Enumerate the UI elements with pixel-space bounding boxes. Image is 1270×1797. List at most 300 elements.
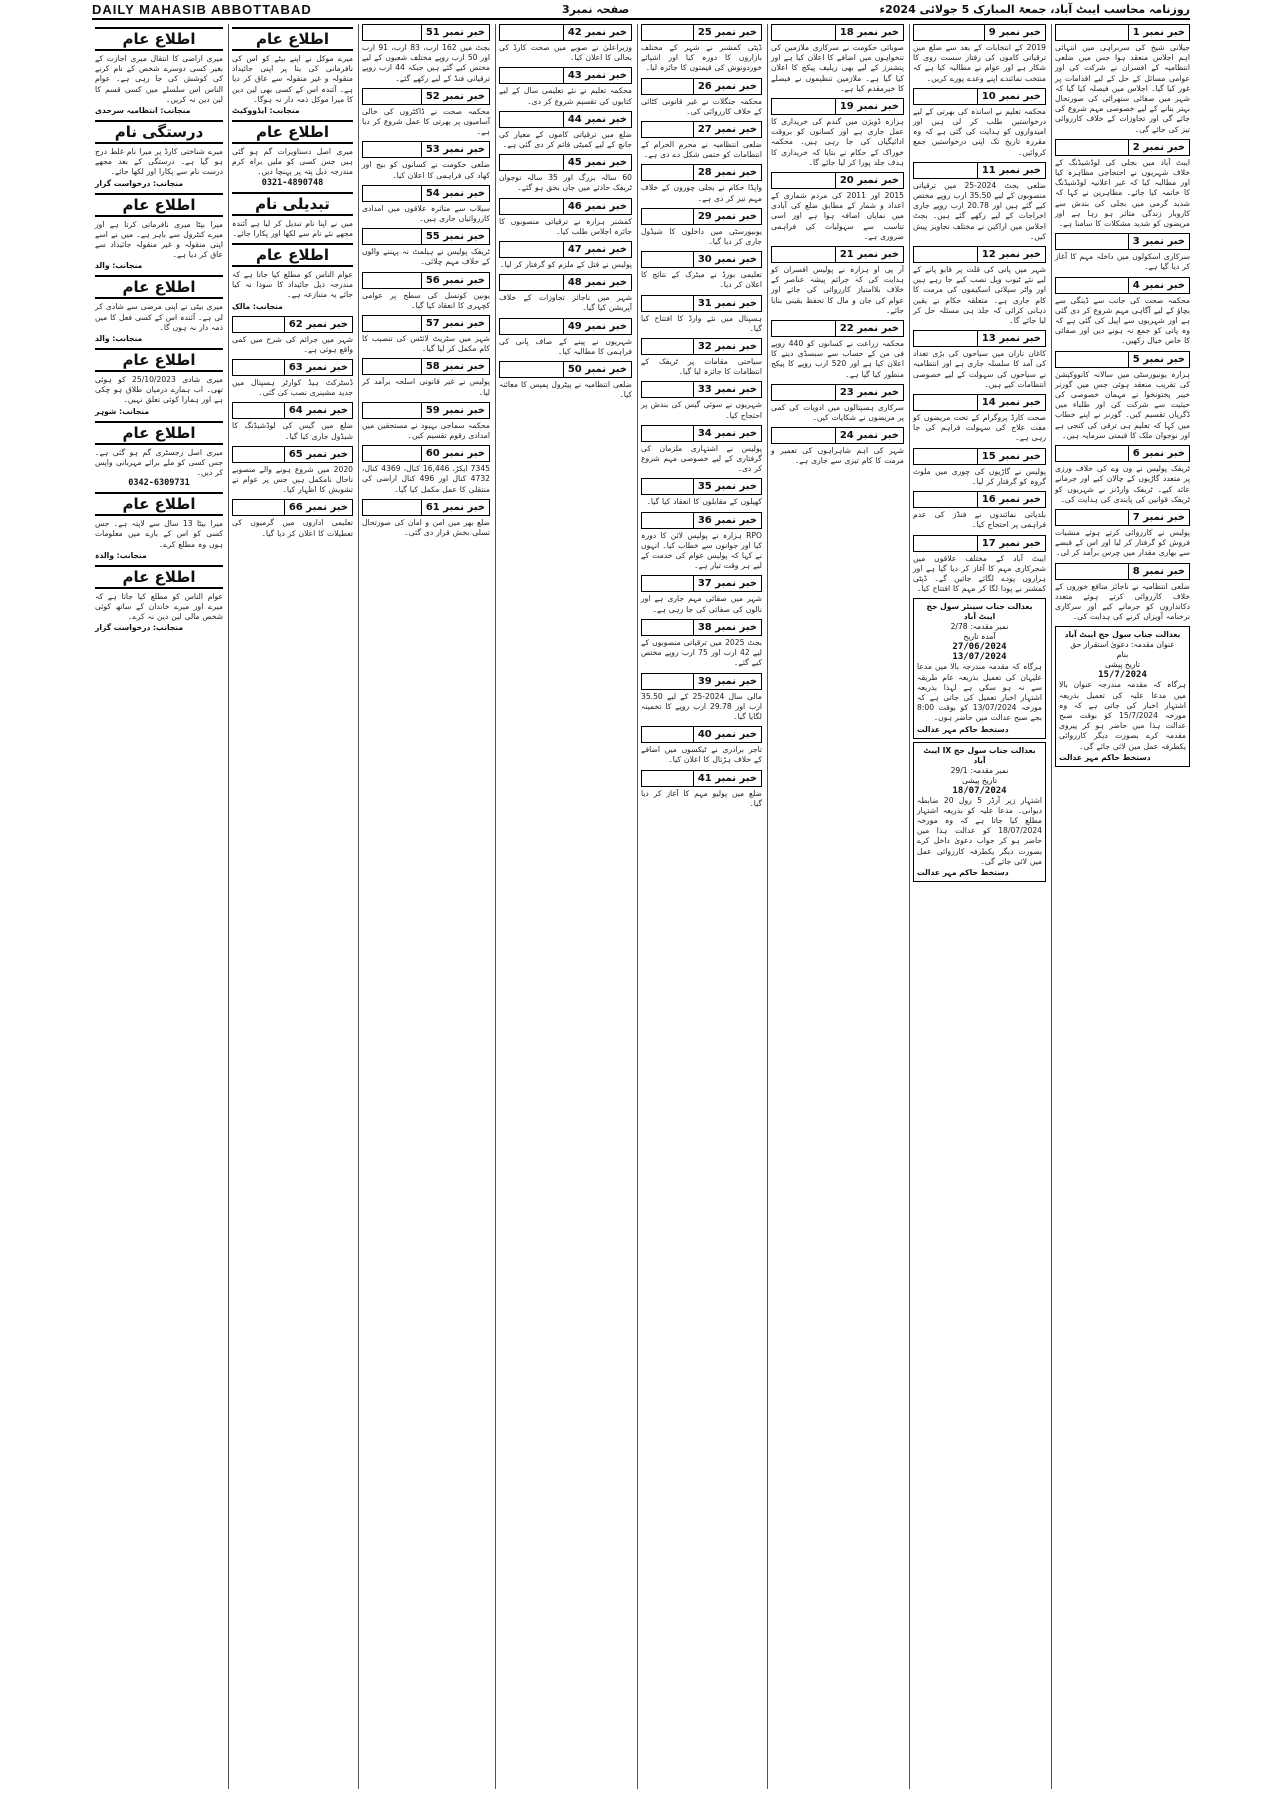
item-header-rule: [1055, 509, 1128, 526]
item-header-rule: [1055, 563, 1128, 580]
item-header-rule: [641, 425, 693, 442]
item-header: [232, 499, 353, 516]
item-body: یونیورسٹی میں داخلوں کا شیڈول جاری کر دیا گیا۔: [641, 226, 762, 247]
item-number-badge: خبر نمبر 30: [693, 251, 762, 268]
news-item: [499, 361, 632, 400]
news-item: [771, 384, 904, 423]
notice-signature: منجانب: درخواست گزار: [95, 178, 184, 188]
item-header-rule: [913, 535, 977, 552]
item-number-badge: خبر نمبر 10: [977, 88, 1046, 105]
item-header: [913, 535, 1046, 552]
item-body: جیلانی شیخ کی سربراہی میں انتہائی اہم اجلاس منعقد ہوا جس میں ضلعی انتظامیہ کے افسران نے شرکت کی اور عوامی مسائل کے حل کے لیے اقدامات پر غور کیا گیا۔ اجلاس میں فیصلہ کیا گیا کہ شہر میں صفائی ستھرائی کی صورتحال بہتر بنانے کے لیے خصوصی مہم شروع کی جائے گی اور تجاوزات کے خلاف کارروائی تیز کی جائے گی۔: [1055, 43, 1190, 134]
item-number-badge: خبر نمبر 42: [563, 24, 632, 41]
item-number-badge: خبر نمبر 52: [421, 88, 490, 105]
notice-signature: منجانب: مالک: [232, 301, 283, 311]
item-number-badge: خبر نمبر 5: [1128, 351, 1190, 368]
item-header: [499, 241, 632, 258]
item-header-rule: [641, 512, 693, 529]
item-header: [641, 251, 762, 268]
item-header-rule: [362, 272, 421, 289]
item-body: پولیس نے قتل کے ملزم کو گرفتار کر لیا۔: [500, 260, 632, 270]
item-number-badge: خبر نمبر 59: [421, 402, 490, 419]
notice-signature: منجانب: انتظامیہ سرحدی: [95, 106, 191, 116]
item-header: [499, 67, 632, 84]
notice-body: میں نے اپنا نام تبدیل کر لیا ہے آئندہ مجھے نئے نام سے لکھا اور پکارا جائے۔: [232, 218, 353, 238]
column-6: [358, 24, 493, 1789]
news-item: [232, 499, 353, 538]
public-notice: [95, 27, 223, 116]
court-signature: دستخط حاکم مہر عدالت: [917, 724, 1009, 734]
item-body: شہر کی اہم شاہراہوں کی تعمیر و مرمت کا کام تیزی سے جاری ہے۔: [771, 446, 904, 466]
news-item: [362, 185, 490, 224]
item-number-badge: خبر نمبر 39: [693, 673, 762, 690]
news-item: [641, 338, 762, 377]
item-header: [362, 315, 490, 332]
item-header: [641, 164, 762, 181]
news-item: [362, 445, 490, 495]
notice-heading: اطلاع عام: [232, 120, 353, 144]
news-item: [1055, 24, 1190, 135]
notice-body: میری بیٹی نے اپنی مرضی سے شادی کر لی ہے۔ آئندہ اس کے کسی فعل کا میں ذمہ دار نہ ہوں گا۔: [95, 302, 223, 332]
news-item: [771, 98, 904, 168]
court-body: اشتہار زیر آرڈر 5 رول 20 ضابطہ دیوانی۔ مدعا علیہ کو بذریعہ اشتہار مطلع کیا جاتا ہے کہ وہ مورخہ 18/07/2024 کو عدالت ہذا میں حاضر ہو کر جواب دعویٰ داخل کرے بصورت دیگر یکطرفہ کارروائی عمل میں لائی جائے گی۔: [917, 795, 1042, 866]
news-item: [641, 295, 762, 334]
news-item: [499, 318, 632, 357]
news-item: [499, 198, 632, 237]
item-number-badge: خبر نمبر 38: [693, 619, 762, 636]
notice-heading: اطلاع عام: [95, 565, 223, 589]
item-number-badge: خبر نمبر 62: [284, 316, 353, 333]
item-header: [362, 24, 490, 41]
notice-heading: تبدیلی نام: [232, 192, 353, 216]
column-7: [228, 24, 356, 1789]
item-header: [771, 24, 904, 41]
news-item: [641, 673, 762, 723]
item-header-rule: [641, 726, 693, 743]
item-number-badge: خبر نمبر 20: [835, 172, 904, 189]
item-header: [641, 673, 762, 690]
item-header: [641, 619, 762, 636]
notice-heading: اطلاع عام: [95, 348, 223, 372]
item-number-badge: خبر نمبر 41: [693, 770, 762, 787]
court-date-2: 13/07/2024: [952, 652, 1007, 663]
item-header-rule: [913, 330, 977, 347]
notice-body: میری شادی 25/10/2023 کو ہوئی تھی۔ اب ہمارے درمیان طلاق ہو چکی ہے اور ہمارا کوئی تعلق نہیں۔: [95, 375, 224, 405]
item-number-badge: خبر نمبر 34: [693, 425, 762, 442]
news-item: [362, 141, 490, 180]
item-header: [913, 491, 1046, 508]
item-header-rule: [641, 338, 693, 355]
item-header-rule: [1055, 24, 1128, 41]
item-body: 2020 میں شروع ہونے والے منصوبے تاحال نامکمل ہیں جس پر عوام نے تشویش کا اظہار کیا۔: [232, 464, 353, 495]
item-number-badge: خبر نمبر 51: [421, 24, 490, 41]
item-number-badge: خبر نمبر 66: [284, 499, 353, 516]
item-header-rule: [641, 164, 693, 181]
item-header: [641, 338, 762, 355]
news-item: [1055, 509, 1190, 559]
news-item: [362, 315, 490, 354]
news-item: [771, 427, 904, 466]
item-header: [771, 98, 904, 115]
item-body: ضلع میں پولیو مہم کا آغاز کر دیا گیا۔: [641, 788, 762, 808]
item-number-badge: خبر نمبر 45: [563, 154, 632, 171]
item-number-badge: خبر نمبر 6: [1128, 445, 1190, 462]
public-notice: [232, 192, 353, 239]
item-number-badge: خبر نمبر 21: [835, 246, 904, 263]
item-header: [641, 121, 762, 138]
item-header-rule: [499, 67, 563, 84]
item-header-rule: [641, 619, 693, 636]
item-body: ضلع میں ترقیاتی کاموں کے معیار کی جانچ کے لیے کمیٹی قائم کر دی گئی ہے۔: [499, 129, 632, 150]
item-number-badge: خبر نمبر 18: [835, 24, 904, 41]
news-item: [1055, 277, 1190, 347]
item-header-rule: [362, 88, 421, 105]
court-date: 15/7/2024: [1098, 670, 1147, 681]
item-header: [232, 446, 353, 463]
item-number-badge: خبر نمبر 40: [693, 726, 762, 743]
item-header-rule: [771, 384, 835, 401]
news-item: [641, 164, 762, 203]
notice-body: میرے موکل نے اپنے بیٹے کو اس کی نافرمانی کی بنا پر اپنی جائیداد منقولہ و غیر منقولہ سے عاق کر دیا ہے۔ آئندہ اس کے کسی بھی لین دین کا میرا موکل ذمہ دار نہ ہوگا۔: [232, 54, 353, 104]
item-header-rule: [641, 295, 693, 312]
item-header-rule: [499, 318, 563, 335]
court-line: بنام: [1116, 650, 1129, 660]
column-2: [909, 24, 1049, 1789]
item-header: [232, 359, 353, 376]
item-header: [641, 512, 762, 529]
news-item: [499, 241, 632, 270]
item-number-badge: خبر نمبر 31: [693, 295, 762, 312]
notice-phone: 0321-4890748: [261, 177, 324, 188]
item-number-badge: خبر نمبر 65: [284, 446, 353, 463]
news-item: [232, 402, 353, 441]
item-number-badge: خبر نمبر 26: [693, 78, 762, 95]
item-header-rule: [1055, 277, 1128, 294]
item-body: سرکاری ہسپتالوں میں ادویات کی کمی پر مریضوں نے شکایات کیں۔: [771, 402, 904, 423]
item-number-badge: خبر نمبر 22: [835, 320, 904, 337]
item-number-badge: خبر نمبر 44: [563, 111, 632, 128]
item-number-badge: خبر نمبر 35: [693, 478, 762, 495]
item-header-rule: [499, 24, 563, 41]
item-header: [362, 358, 490, 375]
item-header-rule: [362, 185, 421, 202]
item-header: [913, 330, 1046, 347]
item-header: [913, 88, 1046, 105]
item-header-rule: [913, 448, 977, 465]
item-body: 7345 ایکڑ، 16,446 کنال، 4369 کنال، 4732 کنال اور 496 کنال اراضی کی منتقلی کا عمل مکمل کیا گیا۔: [362, 464, 490, 494]
item-body: ٹریفک پولیس نے ہیلمٹ نہ پہننے والوں کے خلاف مہم چلائی۔: [362, 247, 490, 267]
item-number-badge: خبر نمبر 12: [977, 246, 1046, 263]
item-header: [1055, 445, 1190, 462]
court-notice: [913, 742, 1046, 882]
item-number-badge: خبر نمبر 64: [284, 402, 353, 419]
news-item: [1055, 445, 1190, 505]
item-header: [362, 228, 490, 245]
item-body: بجٹ میں 162 ارب، 83 ارب، 91 ارب اور 50 ارب روپے مختلف شعبوں کے لیے مختص کیے گئے ہیں جبکہ 44 ارب روپے ترقیاتی فنڈ کے لیے رکھے گئے۔: [362, 43, 491, 83]
item-header: [499, 361, 632, 378]
public-notice: [95, 421, 223, 489]
item-number-badge: خبر نمبر 15: [977, 448, 1046, 465]
item-number-badge: خبر نمبر 27: [693, 121, 762, 138]
dateline: روزنامہ محاسب ایبٹ آباد، جمعۃ المبارک 5 جولائی 2024ء: [879, 2, 1190, 16]
notice-body: میرا بیٹا میری نافرمانی کرتا ہے اور میرے کنٹرول سے باہر ہے۔ میں نے اسے اپنی منقولہ و غیر منقولہ جائیداد سے عاق کر دیا ہے۔: [95, 219, 223, 260]
news-item: [362, 402, 490, 441]
item-body: شہر میں ناجائز تجاوزات کے خلاف آپریشن کیا گیا۔: [499, 293, 632, 313]
item-header-rule: [641, 770, 693, 787]
item-header-rule: [232, 446, 284, 463]
item-number-badge: خبر نمبر 47: [563, 241, 632, 258]
item-header-rule: [913, 162, 977, 179]
news-item: [641, 24, 762, 74]
column-8: [92, 24, 226, 1789]
court-title: بعدالت جناب سینئر سول جج ایبٹ آباد: [926, 602, 1033, 622]
item-body: مالی سال 2024-25 کے لیے 35.50 ارب اور 29.78 ارب روپے کا تخمینہ لگایا گیا۔: [641, 691, 762, 721]
news-item: [499, 24, 632, 63]
court-date: 18/07/2024: [952, 785, 1007, 796]
item-header-rule: [232, 499, 284, 516]
notice-heading: اطلاع عام: [232, 27, 353, 51]
news-item: [499, 111, 632, 150]
item-header-rule: [362, 24, 421, 41]
notice-signature: منجانب: درخواست گزار: [95, 623, 184, 633]
news-item: [641, 425, 762, 475]
item-number-badge: خبر نمبر 58: [421, 358, 490, 375]
news-item: [499, 274, 632, 313]
item-header: [1055, 563, 1190, 580]
item-number-badge: خبر نمبر 14: [977, 394, 1046, 411]
item-header: [771, 246, 904, 263]
news-item: [641, 770, 762, 809]
news-item: [771, 246, 904, 316]
item-body: پولیس نے اشتہاری ملزمان کی گرفتاری کے لیے خصوصی مہم شروع کر دی۔: [641, 443, 762, 474]
item-body: ضلعی بجٹ 2024-25 میں ترقیاتی منصوبوں کے لیے 35.50 ارب روپے مختص کیے گئے ہیں اور 20.78 ارب روپے جاری اخراجات کے لیے رکھے گئے ہیں۔ بجٹ اجلاس میں اراکین نے مختلف تجاویز پیش کیں۔: [913, 180, 1046, 241]
notice-heading: اطلاع عام: [232, 243, 353, 267]
item-number-badge: خبر نمبر 19: [835, 98, 904, 115]
item-body: ضلعی حکومت نے کسانوں کو بیج اور کھاد کی فراہمی کا اعلان کیا۔: [362, 160, 490, 180]
item-number-badge: خبر نمبر 28: [693, 164, 762, 181]
item-number-badge: خبر نمبر 37: [693, 575, 762, 592]
item-header-rule: [913, 491, 977, 508]
item-header-rule: [913, 88, 977, 105]
court-line: نمبر مقدمہ: 29/1: [950, 765, 1009, 775]
item-body: بلدیاتی نمائندوں نے فنڈز کی عدم فراہمی پر احتجاج کیا۔: [913, 510, 1046, 530]
item-header-rule: [771, 98, 835, 115]
news-item: [362, 272, 490, 311]
item-header: [1055, 277, 1190, 294]
item-number-badge: خبر نمبر 60: [421, 445, 490, 462]
item-header: [499, 154, 632, 171]
court-line: آمدہ تاریخ: [963, 632, 996, 642]
item-number-badge: خبر نمبر 61: [421, 499, 490, 516]
item-body: ہسپتال میں نئے وارڈ کا افتتاح کیا گیا۔: [641, 313, 762, 333]
item-header: [913, 24, 1046, 41]
item-number-badge: خبر نمبر 57: [421, 315, 490, 332]
news-item: [913, 246, 1046, 326]
item-body: محکمہ جنگلات نے غیر قانونی کٹائی کے خلاف کارروائی کی۔: [641, 96, 762, 116]
item-header-rule: [499, 274, 563, 291]
news-item: [499, 67, 632, 106]
news-item: [1055, 233, 1190, 272]
item-header: [771, 384, 904, 401]
item-header: [362, 445, 490, 462]
public-notice: [232, 27, 353, 116]
item-number-badge: خبر نمبر 36: [693, 512, 762, 529]
item-header: [771, 172, 904, 189]
item-body: شہر میں صفائی مہم جاری ہے اور نالوں کی صفائی کی جا رہی ہے۔: [641, 594, 762, 614]
item-header: [362, 141, 490, 158]
item-header-rule: [641, 478, 693, 495]
item-number-badge: خبر نمبر 56: [421, 272, 490, 289]
news-item: [641, 512, 762, 572]
item-number-badge: خبر نمبر 48: [563, 274, 632, 291]
item-header-rule: [362, 445, 421, 462]
court-title: بعدالت جناب سول جج ایبٹ آباد: [1064, 630, 1181, 640]
item-body: سیاحتی مقامات پر ٹریفک کے انتظامات کا جائزہ لیا گیا۔: [641, 357, 762, 377]
masthead: [92, 0, 1190, 20]
item-header-rule: [641, 251, 693, 268]
item-header: [641, 208, 762, 225]
item-header-rule: [641, 673, 693, 690]
news-item: [641, 478, 762, 507]
item-header: [499, 111, 632, 128]
item-body: ہزارہ ڈویژن میں گندم کی خریداری کا عمل جاری ہے اور کسانوں کو بروقت ادائیگیاں کی جا رہی ہیں۔ محکمہ خوراک کے حکام نے بتایا کہ خریداری کا ہدف جلد پورا کر لیا جائے گا۔: [771, 117, 904, 167]
item-body: ایبٹ آباد میں بجلی کی لوڈشیڈنگ کے خلاف شہریوں نے احتجاجی مظاہرہ کیا اور مطالبہ کیا کہ غیر اعلانیہ لوڈشیڈنگ کا خاتمہ کیا جائے۔ مظاہرین نے کہا کہ شدید گرمی میں بجلی کی بندش سے کاروبار زندگی متاثر ہو رہا ہے اور مریضوں کو شدید مشکلات کا سامنا ہے۔: [1055, 157, 1190, 229]
item-header: [1055, 24, 1190, 41]
item-number-badge: خبر نمبر 24: [835, 427, 904, 444]
item-header: [362, 499, 490, 516]
court-body: ہرگاہ کہ مقدمہ مندرجہ عنوان بالا میں مدعا علیہ کی تعمیل بذریعہ اشتہار اخبار کی جاتی ہے کہ وہ مورخہ 15/7/2024 کو بوقت صبح عدالت ہذا میں حاضر ہو کر پیروی مقدمہ کرے بصورت دیگر کارروائی یکطرفہ عمل میں لائی جائے گی۔: [1059, 680, 1187, 751]
item-body: 2019 کے انتخابات کے بعد سے ضلع میں ترقیاتی کاموں کی رفتار سست روی کا شکار ہے اور عوام نے مطالبہ کیا ہے کہ منتخب نمائندے اپنے وعدے پورے کریں۔: [913, 43, 1046, 83]
notice-body: میری اصل رجسٹری گم ہو گئی ہے۔ جس کسی کو ملے برائے مہربانی واپس کر دیں۔: [95, 447, 223, 478]
item-header-rule: [913, 246, 977, 263]
notice-heading: اطلاع عام: [95, 275, 223, 299]
item-body: محکمہ تعلیم نے نئے تعلیمی سال کے لیے کتابوں کی تقسیم شروع کر دی۔: [499, 86, 632, 106]
item-header: [913, 162, 1046, 179]
item-header-rule: [362, 141, 421, 158]
notice-signature: منجانب: والد: [95, 261, 143, 271]
item-header: [913, 394, 1046, 411]
item-number-badge: خبر نمبر 13: [977, 330, 1046, 347]
item-header-rule: [362, 358, 421, 375]
court-notice: [913, 598, 1046, 738]
news-item: [641, 619, 762, 669]
court-line: نمبر مقدمہ: 2/78: [950, 622, 1009, 632]
court-title: بعدالت جناب سول جج IX ایبٹ آباد: [923, 745, 1036, 765]
item-body: آر پی او ہزارہ نے پولیس افسران کو ہدایت کی کہ جرائم پیشہ عناصر کے خلاف بلاامتیاز کارروائی کی جائے اور عوام کی جان و مال کا تحفظ یقینی بنایا جائے۔: [771, 265, 904, 315]
item-header-rule: [499, 198, 563, 215]
item-body: یونین کونسل کی سطح پر عوامی کچہری کا انعقاد کیا گیا۔: [362, 290, 490, 310]
item-body: کھیلوں کے مقابلوں کا انعقاد کیا گیا۔: [646, 497, 762, 507]
item-body: کمشنر ہزارہ نے ترقیاتی منصوبوں کا جائزہ اجلاس طلب کیا۔: [499, 216, 632, 236]
notice-body: عوام الناس کو مطلع کیا جاتا ہے کہ میرے اور میرے خاندان کے ساتھ کوئی شخص مالی لین دین نہ کرے۔: [95, 591, 223, 622]
item-body: RPO ہزارہ نے پولیس لائن کا دورہ کیا اور جوانوں سے خطاب کیا۔ انہوں نے کہا کہ پولیس عوام کی خدمت کے لیے ہر وقت تیار ہے۔: [641, 530, 762, 571]
news-item: [641, 251, 762, 290]
court-signature: دستخط حاکم مہر عدالت: [917, 867, 1009, 877]
notice-signature: منجانب: ایڈووکیٹ: [232, 106, 300, 116]
item-header-rule: [641, 208, 693, 225]
item-header-rule: [362, 228, 421, 245]
news-item: [771, 172, 904, 242]
item-number-badge: خبر نمبر 49: [563, 318, 632, 335]
item-header-rule: [499, 111, 563, 128]
item-number-badge: خبر نمبر 3: [1128, 233, 1190, 250]
item-number-badge: خبر نمبر 17: [977, 535, 1046, 552]
page-number: صفحہ نمبر3: [561, 2, 630, 16]
news-item: [913, 330, 1046, 390]
item-header: [362, 185, 490, 202]
column-5: [495, 24, 635, 1789]
item-number-badge: خبر نمبر 32: [693, 338, 762, 355]
item-header: [641, 575, 762, 592]
item-header-rule: [1055, 139, 1128, 156]
item-header-rule: [362, 402, 421, 419]
court-date: 27/06/2024: [952, 642, 1007, 653]
news-item: [913, 448, 1046, 487]
item-header: [499, 24, 632, 41]
item-body: سیلاب سے متاثرہ علاقوں میں امدادی کارروائیاں جاری ہیں۔: [362, 203, 490, 224]
public-notice: [95, 348, 223, 417]
news-item: [232, 446, 353, 496]
item-number-badge: خبر نمبر 55: [421, 228, 490, 245]
item-header-rule: [913, 394, 977, 411]
item-header-rule: [362, 499, 421, 516]
item-header: [1055, 351, 1190, 368]
item-header: [641, 478, 762, 495]
item-header-rule: [499, 154, 563, 171]
item-body: محکمہ تعلیم نے اساتذہ کی بھرتی کے لیے درخواستیں طلب کر لی ہیں اور امیدواروں کو ہدایت کی گئی ہے کہ وہ مقررہ تاریخ تک اپنی درخواستیں جمع کروائیں۔: [913, 106, 1046, 157]
column-3: [767, 24, 907, 1789]
item-body: محکمہ زراعت نے کسانوں کو 440 روپے فی من کے حساب سے سبسڈی دینے کا اعلان کیا ہے اور 520 ارب روپے کا پیکج منظور کیا گیا ہے۔: [771, 339, 905, 379]
notice-body: میری اراضی کا انتقال میری اجازت کے بغیر کسی دوسرے شخص کے نام کرنے کی کوشش کی جا رہی ہے۔ عوام الناس اس سلسلے میں کسی قسم کا لین دین نہ کریں۔: [95, 54, 223, 104]
notice-phone: 0342-6309731: [128, 478, 190, 489]
item-header-rule: [771, 427, 835, 444]
item-header: [499, 274, 632, 291]
item-header: [362, 88, 490, 105]
notice-heading: اطلاع عام: [95, 193, 223, 217]
court-line: تاریخ پیشی: [961, 775, 998, 785]
court-line: عنوان مقدمہ: دعویٰ استقرار حق: [1070, 640, 1175, 650]
item-body: ڈسٹرکٹ ہیڈ کوارٹر ہسپتال میں جدید مشینری نصب کی گئی۔: [232, 378, 353, 398]
item-body: واپڈا حکام نے بجلی چوروں کے خلاف مہم تیز کر دی ہے۔: [641, 183, 762, 203]
news-item: [641, 575, 762, 614]
item-body: شہر میں سٹریٹ لائٹس کی تنصیب کا کام مکمل کر لیا گیا۔: [362, 334, 490, 354]
item-header: [1055, 509, 1190, 526]
notice-signature: منجانب: شوہر: [95, 406, 150, 416]
news-item: [913, 162, 1046, 242]
item-number-badge: خبر نمبر 54: [421, 185, 490, 202]
item-body: وزیراعلیٰ نے صوبے میں صحت کارڈ کی بحالی کا اعلان کیا۔: [499, 43, 632, 63]
news-item: [362, 24, 490, 84]
item-number-badge: خبر نمبر 43: [563, 67, 632, 84]
news-item: [913, 535, 1046, 595]
item-header: [641, 381, 762, 398]
notice-body: عوام الناس کو مطلع کیا جاتا ہے کہ مندرجہ ذیل جائیداد کا سودا نہ کیا جائے یہ متنازعہ ہے۔: [232, 270, 353, 300]
item-header: [362, 402, 490, 419]
item-header: [641, 24, 762, 41]
item-header: [232, 402, 353, 419]
item-header: [499, 318, 632, 335]
item-header-rule: [641, 575, 693, 592]
item-body: محکمہ صحت کی جانب سے ڈینگی سے بچاؤ کے لیے آگاہی مہم شروع کر دی گئی ہے اور شہریوں سے اپیل کی گئی ہے کہ وہ پانی کو جمع نہ ہونے دیں اور صفائی کا خاص خیال رکھیں۔: [1055, 295, 1190, 346]
item-body: تعلیمی بورڈ نے میٹرک کے نتائج کا اعلان کر دیا۔: [641, 270, 762, 290]
court-signature: دستخط حاکم مہر عدالت: [1059, 752, 1151, 762]
item-body: ہزارہ یونیورسٹی میں سالانہ کانووکیشن کی تقریب منعقد ہوئی جس میں گورنر خیبر پختونخوا نے مہمان خصوصی کی حیثیت سے شرکت کی اور طلباء میں ڈگریاں تقسیم کیں۔ گورنر نے اپنے خطاب میں کہا کہ تعلیم ہی ترقی کی کنجی ہے اور نوجوان ملک کا قیمتی سرمایہ ہیں۔: [1055, 369, 1190, 440]
item-header: [771, 320, 904, 337]
public-notice: [95, 275, 223, 344]
item-header-rule: [1055, 351, 1128, 368]
news-item: [913, 88, 1046, 158]
item-body: کاغان ناران میں سیاحوں کی بڑی تعداد کی آمد کا سلسلہ جاری ہے اور انتظامیہ نے سیاحوں کی سہولت کے لیے خصوصی انتظامات کیے ہیں۔: [913, 349, 1046, 389]
